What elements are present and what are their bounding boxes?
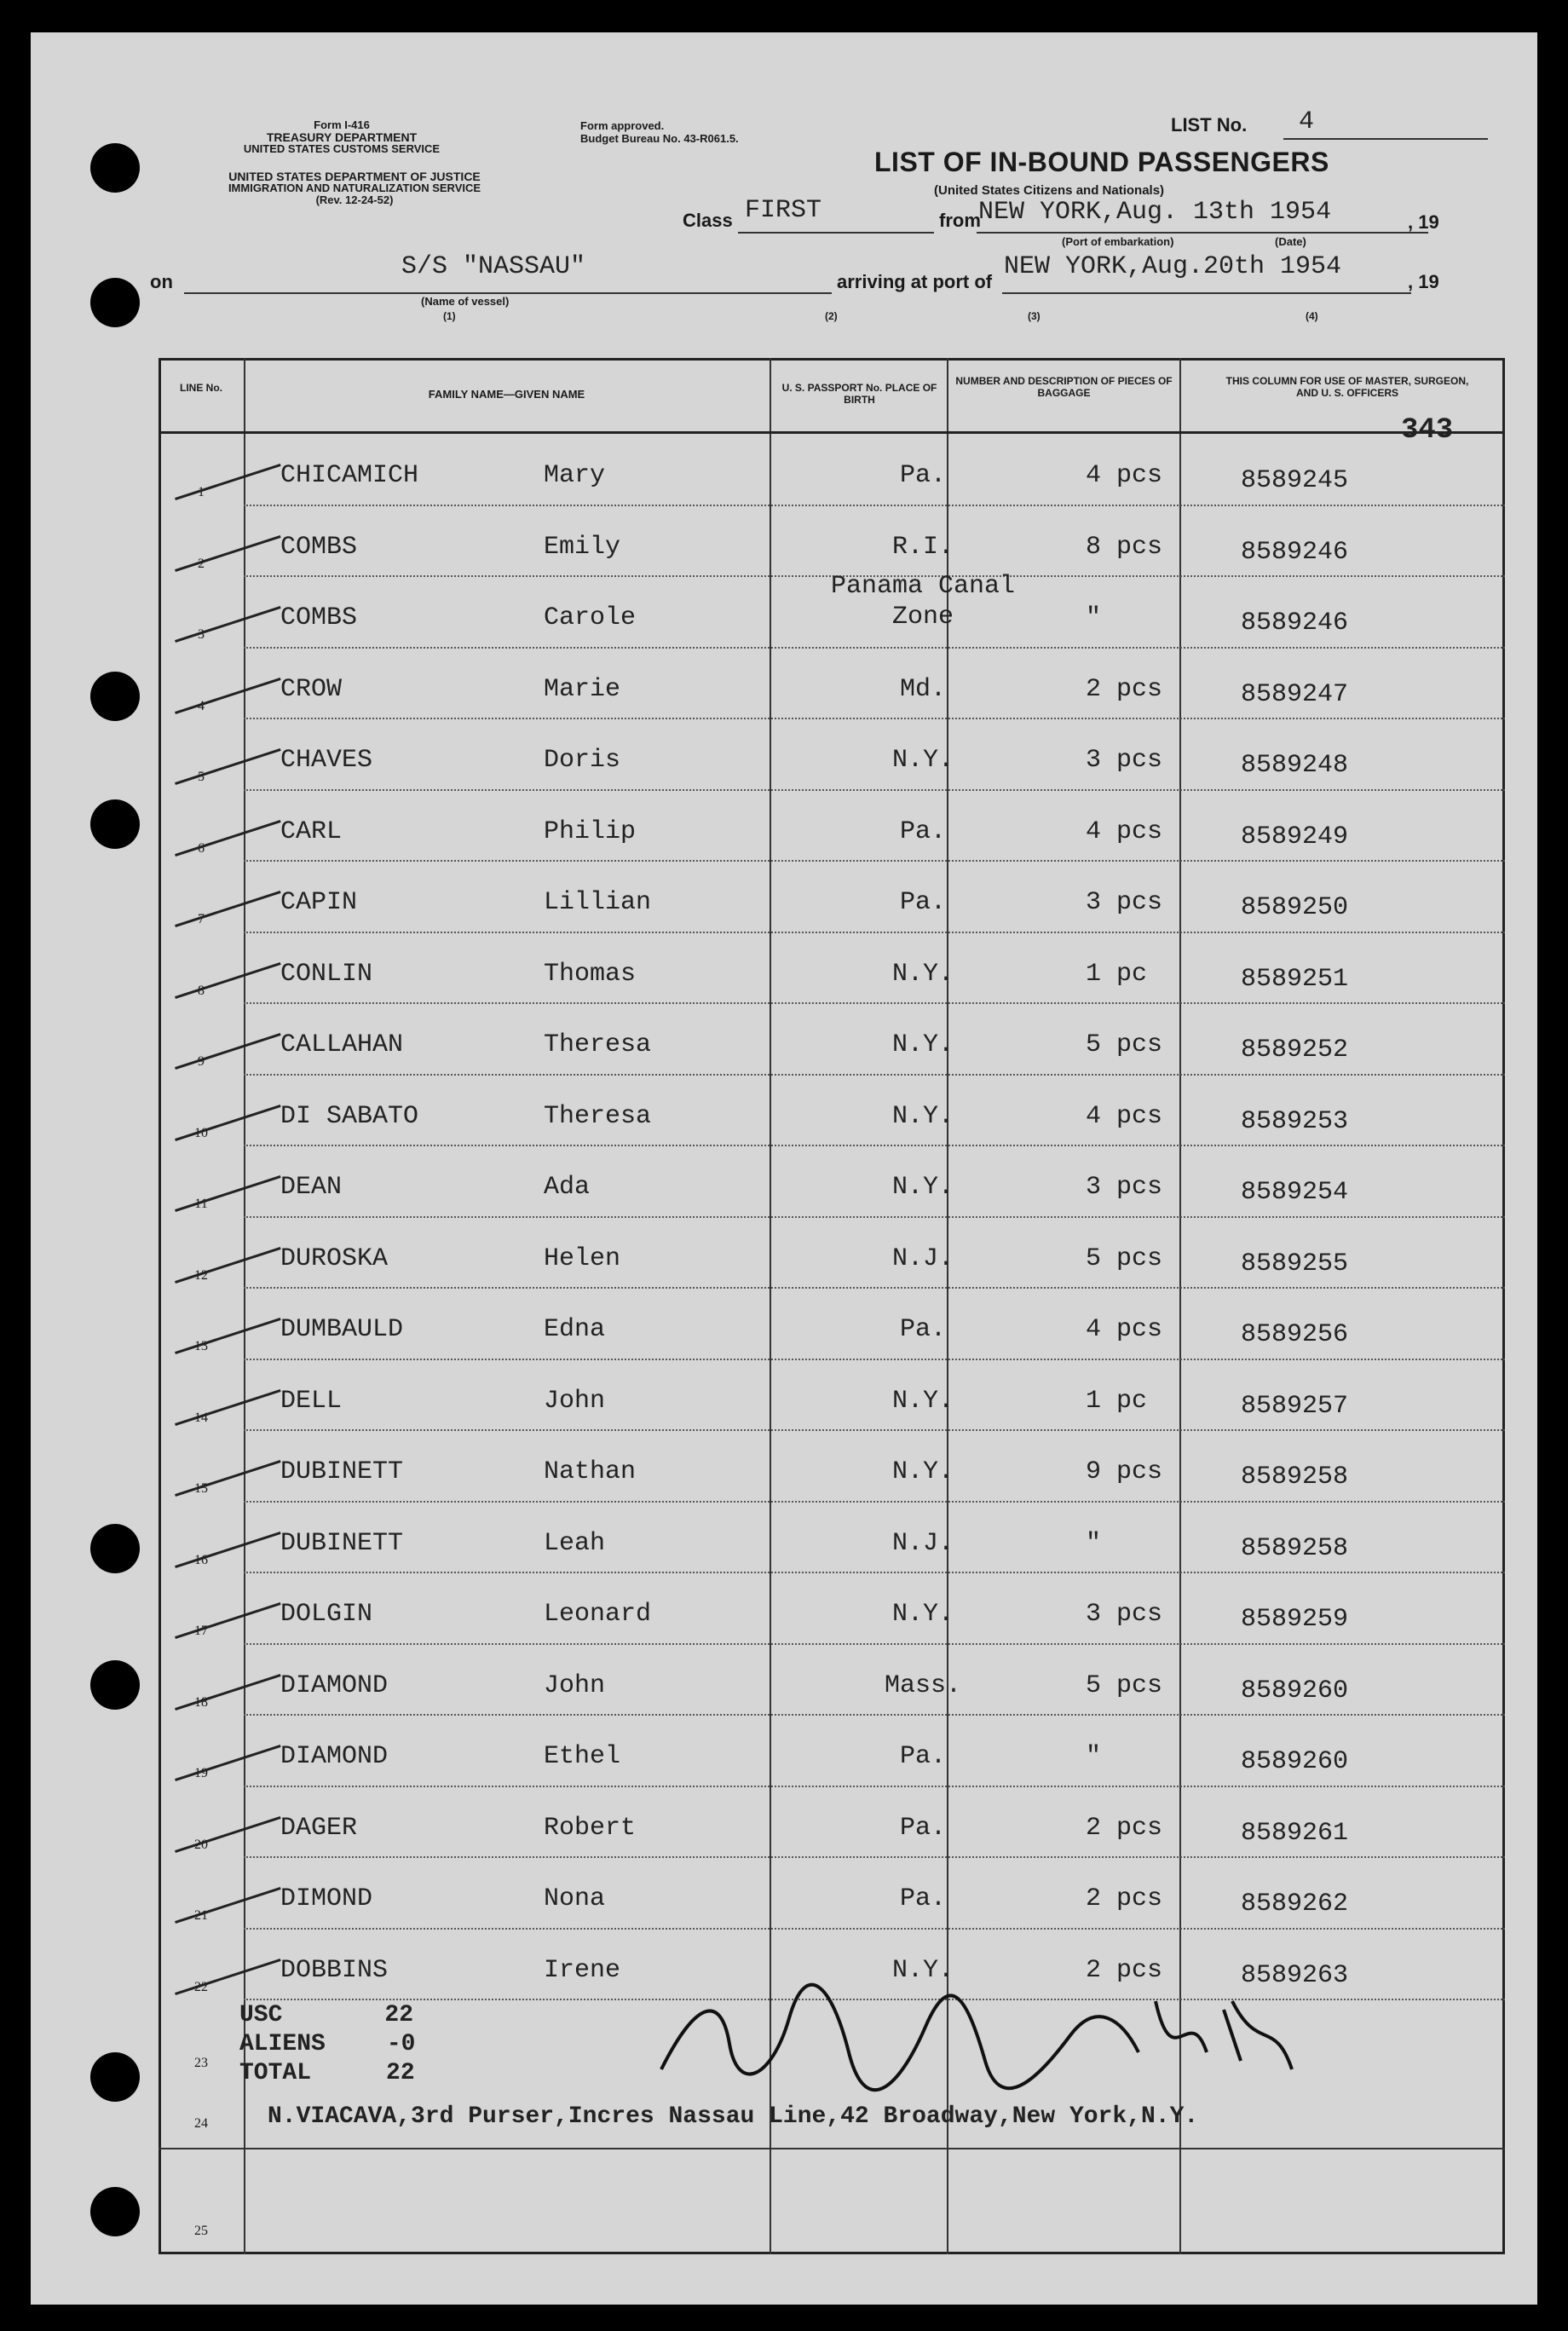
family-name: DUBINETT bbox=[280, 1457, 404, 1486]
baggage: 1 pc bbox=[1086, 959, 1148, 989]
table-row bbox=[159, 1429, 1505, 1500]
place-of-birth: Pa. bbox=[899, 1315, 946, 1344]
given-name: Lillian bbox=[544, 888, 652, 917]
table-row bbox=[159, 860, 1505, 931]
line-number: 10 bbox=[194, 1125, 208, 1140]
line-number: 1 bbox=[198, 485, 205, 499]
col-number-3: (3) bbox=[1028, 310, 1041, 322]
given-name: Thomas bbox=[544, 959, 637, 989]
baggage: 4 pcs bbox=[1086, 1315, 1163, 1344]
family-name: DAGER bbox=[280, 1813, 358, 1843]
family-name: CAPIN bbox=[280, 888, 358, 917]
officer-number: 8589258 bbox=[1241, 1533, 1349, 1563]
given-name: Marie bbox=[544, 674, 621, 704]
baggage: 4 pcs bbox=[1086, 1101, 1163, 1131]
table-row bbox=[159, 1287, 1505, 1358]
page-subtitle: (United States Citizens and Nationals) bbox=[934, 183, 1165, 198]
table-row bbox=[159, 1145, 1505, 1215]
place-of-birth: Pa. bbox=[899, 461, 946, 490]
line-number: 5 bbox=[198, 770, 205, 784]
family-name: COMBS bbox=[280, 532, 358, 562]
table-row bbox=[159, 718, 1505, 788]
table-row bbox=[159, 1501, 1505, 1572]
officer-number: 8589248 bbox=[1241, 751, 1349, 780]
line-number: 20 bbox=[194, 1837, 208, 1852]
officer-number: 8589258 bbox=[1241, 1463, 1349, 1491]
given-name: Doris bbox=[544, 746, 621, 775]
place-of-birth: Mass. bbox=[884, 1670, 961, 1700]
place-of-birth: Pa. bbox=[899, 1884, 946, 1913]
line-number: 3 bbox=[198, 627, 205, 642]
family-name: CALLAHAN bbox=[280, 1030, 404, 1059]
totals-block bbox=[239, 2001, 415, 2088]
family-name: CONLIN bbox=[280, 959, 373, 989]
revision: (Rev. 12-24-52) bbox=[315, 193, 394, 206]
table-row bbox=[159, 1359, 1505, 1429]
line-number: 21 bbox=[194, 1908, 208, 1923]
officer-number: 8589246 bbox=[1241, 609, 1349, 638]
arrival-line bbox=[1002, 292, 1411, 294]
place-of-birth: N.Y. bbox=[891, 1030, 954, 1059]
officer-number: 8589250 bbox=[1241, 893, 1349, 922]
line-number: 7 bbox=[198, 912, 205, 926]
place-of-birth: N.J. bbox=[891, 1243, 954, 1273]
binder-hole bbox=[90, 799, 140, 849]
given-name: Ada bbox=[544, 1173, 591, 1202]
place-of-birth: Pa. bbox=[899, 1813, 946, 1843]
baggage: 5 pcs bbox=[1086, 1030, 1163, 1059]
page-number: 343 bbox=[1401, 414, 1454, 447]
list-number-line bbox=[1283, 138, 1488, 140]
table-row bbox=[159, 1856, 1505, 1927]
purser-row bbox=[159, 2078, 1505, 2149]
place-of-birth: N.Y. bbox=[891, 1101, 954, 1131]
line-number: 2 bbox=[198, 556, 205, 571]
table-row bbox=[159, 1643, 1505, 1714]
treasury-dept: TREASURY DEPARTMENT bbox=[266, 130, 418, 144]
binder-hole bbox=[90, 278, 140, 327]
given-name: Mary bbox=[544, 461, 606, 490]
place-of-birth: Md. bbox=[899, 674, 946, 704]
line-number: 24 bbox=[194, 2116, 208, 2131]
family-name: DIAMOND bbox=[280, 1742, 389, 1771]
line-number: 12 bbox=[194, 1267, 208, 1283]
officer-number: 8589247 bbox=[1241, 679, 1349, 709]
col-header-officers: THIS COLUMN FOR USE OF MASTER, SURGEON, AND U. S. OFFICERS bbox=[1225, 375, 1469, 399]
given-name: Robert bbox=[544, 1813, 637, 1843]
place-of-birth: N.Y. bbox=[891, 1457, 954, 1486]
line-number: 23 bbox=[194, 2056, 208, 2070]
from-year: , 19 bbox=[1408, 211, 1439, 233]
table-row bbox=[159, 505, 1505, 575]
binder-hole bbox=[90, 2187, 140, 2236]
aliens-value: -0 bbox=[386, 2031, 416, 2057]
given-name: Leonard bbox=[544, 1600, 652, 1629]
family-name: DOLGIN bbox=[280, 1600, 373, 1629]
given-name: Helen bbox=[544, 1243, 621, 1273]
usc-value: 22 bbox=[384, 2002, 414, 2028]
col-header-line: LINE No. bbox=[180, 382, 222, 394]
baggage: 3 pcs bbox=[1086, 1600, 1163, 1629]
usc-label: USC bbox=[239, 2002, 283, 2028]
officer-number: 8589257 bbox=[1241, 1391, 1349, 1421]
place-of-birth: R.I. bbox=[891, 532, 954, 562]
officer-number: 8589256 bbox=[1241, 1320, 1349, 1349]
line-number: 25 bbox=[194, 2224, 208, 2238]
baggage: " bbox=[1086, 603, 1102, 632]
binder-hole bbox=[90, 2052, 140, 2102]
given-name: Theresa bbox=[544, 1101, 652, 1131]
family-name: DI SABATO bbox=[280, 1101, 419, 1131]
place-of-birth: N.Y. bbox=[891, 1173, 954, 1202]
given-name: Carole bbox=[544, 603, 637, 632]
line-number: 13 bbox=[194, 1339, 208, 1353]
form-approved: Form approved. bbox=[580, 119, 665, 132]
table-row bbox=[159, 1216, 1505, 1287]
justice-dept: UNITED STATES DEPARTMENT OF JUSTICE bbox=[228, 170, 481, 183]
binder-hole bbox=[90, 143, 140, 193]
approval-block bbox=[580, 119, 739, 145]
given-name: Edna bbox=[544, 1315, 606, 1344]
arriving-label: arriving at port of bbox=[837, 271, 993, 292]
family-name: CROW bbox=[280, 674, 343, 704]
table-row bbox=[159, 789, 1505, 860]
officer-number: 8589261 bbox=[1241, 1818, 1349, 1848]
officer-number: 8589262 bbox=[1241, 1890, 1349, 1918]
given-name: Theresa bbox=[544, 1030, 652, 1059]
family-name: CHAVES bbox=[280, 746, 373, 775]
officer-number: 8589249 bbox=[1241, 822, 1349, 851]
line-number: 8 bbox=[198, 983, 205, 998]
place-of-birth: N.Y. bbox=[891, 1386, 954, 1416]
table-row bbox=[159, 1074, 1505, 1145]
officer-number: 8589260 bbox=[1241, 1676, 1349, 1705]
baggage: 5 pcs bbox=[1086, 1243, 1163, 1273]
place-of-birth: Pa. bbox=[899, 816, 946, 846]
binder-hole bbox=[90, 672, 140, 721]
given-name: Philip bbox=[544, 816, 637, 846]
class-label: Class bbox=[683, 210, 733, 231]
arrival-value: NEW YORK,Aug.20th 1954 bbox=[1004, 252, 1342, 281]
baggage: 4 pcs bbox=[1086, 461, 1163, 490]
officer-number: 8589259 bbox=[1241, 1605, 1349, 1634]
line-number: 4 bbox=[198, 698, 205, 713]
family-name: DEAN bbox=[280, 1173, 343, 1202]
given-name: Leah bbox=[544, 1528, 606, 1558]
line-number: 19 bbox=[194, 1766, 208, 1780]
officer-number: 8589251 bbox=[1241, 964, 1349, 994]
col-number-1: (1) bbox=[443, 310, 456, 322]
line-number: 17 bbox=[194, 1624, 208, 1638]
from-label: from bbox=[939, 210, 981, 231]
line-number: 16 bbox=[194, 1552, 208, 1567]
table-row bbox=[159, 647, 1505, 718]
total-label: TOTAL bbox=[239, 2060, 312, 2086]
from-value: NEW YORK,Aug. 13th 1954 bbox=[978, 198, 1332, 227]
col-number-4: (4) bbox=[1306, 310, 1318, 322]
binder-hole bbox=[90, 1660, 140, 1710]
baggage: " bbox=[1086, 1528, 1102, 1558]
baggage: 9 pcs bbox=[1086, 1457, 1163, 1486]
baggage: 2 pcs bbox=[1086, 674, 1163, 704]
baggage: 1 pc bbox=[1086, 1386, 1148, 1416]
given-name: John bbox=[544, 1670, 606, 1700]
family-name: DIAMOND bbox=[280, 1670, 389, 1700]
table-row bbox=[159, 1572, 1505, 1642]
place-of-birth: Panama Canal Zone bbox=[830, 572, 1016, 632]
given-name: Emily bbox=[544, 532, 621, 562]
line-number: 22 bbox=[194, 1979, 208, 1994]
family-name: DELL bbox=[280, 1386, 343, 1416]
embark-caption: (Port of embarkation) bbox=[1062, 235, 1174, 248]
officer-number: 8589260 bbox=[1241, 1747, 1349, 1776]
place-of-birth: N.Y. bbox=[891, 1600, 954, 1629]
given-name: Nathan bbox=[544, 1457, 637, 1486]
col-number-2: (2) bbox=[825, 310, 838, 322]
line-number: 14 bbox=[194, 1410, 208, 1425]
table-row bbox=[159, 572, 1505, 646]
form-agency-block bbox=[201, 119, 482, 155]
aliens-label: ALIENS bbox=[239, 2031, 326, 2057]
place-of-birth: Pa. bbox=[899, 1742, 946, 1771]
table-row bbox=[159, 433, 1505, 504]
line-number: 15 bbox=[194, 1481, 208, 1496]
baggage: 3 pcs bbox=[1086, 888, 1163, 917]
on-label: on bbox=[150, 271, 173, 292]
table-row bbox=[159, 1002, 1505, 1073]
baggage: 2 pcs bbox=[1086, 1884, 1163, 1913]
given-name: Nona bbox=[544, 1884, 606, 1913]
family-name: COMBS bbox=[280, 603, 358, 632]
place-of-birth: N.Y. bbox=[891, 746, 954, 775]
line-number: 9 bbox=[198, 1054, 205, 1069]
table-row bbox=[159, 1786, 1505, 1856]
col-header-passport: U. S. PASSPORT No. PLACE OF BIRTH bbox=[781, 382, 937, 406]
officer-number: 8589245 bbox=[1241, 466, 1349, 495]
arrival-year: , 19 bbox=[1408, 271, 1439, 292]
officer-number: 8589255 bbox=[1241, 1249, 1349, 1278]
line-number: 6 bbox=[198, 840, 205, 856]
family-name: DUBINETT bbox=[280, 1528, 404, 1558]
given-name: Ethel bbox=[544, 1742, 621, 1771]
baggage: 3 pcs bbox=[1086, 746, 1163, 775]
family-name: DUROSKA bbox=[280, 1243, 389, 1273]
baggage: 2 pcs bbox=[1086, 1955, 1163, 1985]
row-divider bbox=[159, 2148, 1505, 2149]
family-name: DOBBINS bbox=[280, 1955, 389, 1985]
purser-text: N.VIACAVA,3rd Purser,Incres Nassau Line,42 Broadway,New York,N.Y. bbox=[268, 2103, 1199, 2130]
list-number-label: LIST No. bbox=[1171, 114, 1248, 136]
baggage: " bbox=[1086, 1742, 1102, 1771]
col-header-name: FAMILY NAME—GIVEN NAME bbox=[428, 388, 585, 401]
line-number: 11 bbox=[194, 1197, 208, 1211]
family-name: DIMOND bbox=[280, 1884, 373, 1913]
line-number: 18 bbox=[194, 1694, 208, 1710]
place-of-birth: N.Y. bbox=[891, 959, 954, 989]
officer-number: 8589263 bbox=[1241, 1960, 1349, 1990]
family-name: CARL bbox=[280, 816, 343, 846]
vessel-line bbox=[184, 292, 832, 294]
binder-hole bbox=[90, 1524, 140, 1573]
place-of-birth: Pa. bbox=[899, 888, 946, 917]
officer-number: 8589253 bbox=[1241, 1106, 1349, 1136]
baggage: 2 pcs bbox=[1086, 1813, 1163, 1843]
ins-service: IMMIGRATION AND NATURALIZATION SERVICE bbox=[228, 182, 481, 194]
place-of-birth: N.J. bbox=[891, 1528, 954, 1558]
customs-service: UNITED STATES CUSTOMS SERVICE bbox=[243, 142, 441, 155]
justice-block bbox=[141, 170, 568, 206]
place-of-birth: N.Y. bbox=[891, 1955, 954, 1985]
vessel-name: S/S "NASSAU" bbox=[401, 252, 586, 281]
manifest-page bbox=[31, 32, 1537, 2305]
col-header-baggage: NUMBER AND DESCRIPTION OF PIECES OF BAGGAGE bbox=[955, 375, 1173, 399]
officer-number: 8589254 bbox=[1241, 1178, 1349, 1207]
baggage: 3 pcs bbox=[1086, 1173, 1163, 1202]
baggage: 8 pcs bbox=[1086, 532, 1163, 562]
officer-number: 8589246 bbox=[1241, 537, 1349, 567]
table-row bbox=[159, 932, 1505, 1002]
family-name: DUMBAULD bbox=[280, 1315, 404, 1344]
given-name: John bbox=[544, 1386, 606, 1416]
budget-bureau: Budget Bureau No. 43-R061.5. bbox=[580, 132, 739, 145]
list-number: 4 bbox=[1299, 107, 1315, 136]
vessel-caption: (Name of vessel) bbox=[421, 295, 510, 308]
given-name: Irene bbox=[544, 1955, 621, 1985]
class-value: FIRST bbox=[745, 196, 822, 225]
officer-number: 8589252 bbox=[1241, 1036, 1349, 1065]
from-line bbox=[977, 232, 1428, 234]
line-25-row bbox=[159, 2184, 1505, 2254]
family-name: CHICAMICH bbox=[280, 461, 419, 490]
baggage: 4 pcs bbox=[1086, 816, 1163, 846]
page-title: LIST OF IN-BOUND PASSENGERS bbox=[874, 147, 1329, 177]
form-number: Form I-416 bbox=[314, 118, 370, 131]
baggage: 5 pcs bbox=[1086, 1670, 1163, 1700]
total-value: 22 bbox=[386, 2060, 415, 2086]
date-caption: (Date) bbox=[1275, 235, 1306, 248]
table-row bbox=[159, 1714, 1505, 1785]
class-line bbox=[738, 232, 934, 234]
